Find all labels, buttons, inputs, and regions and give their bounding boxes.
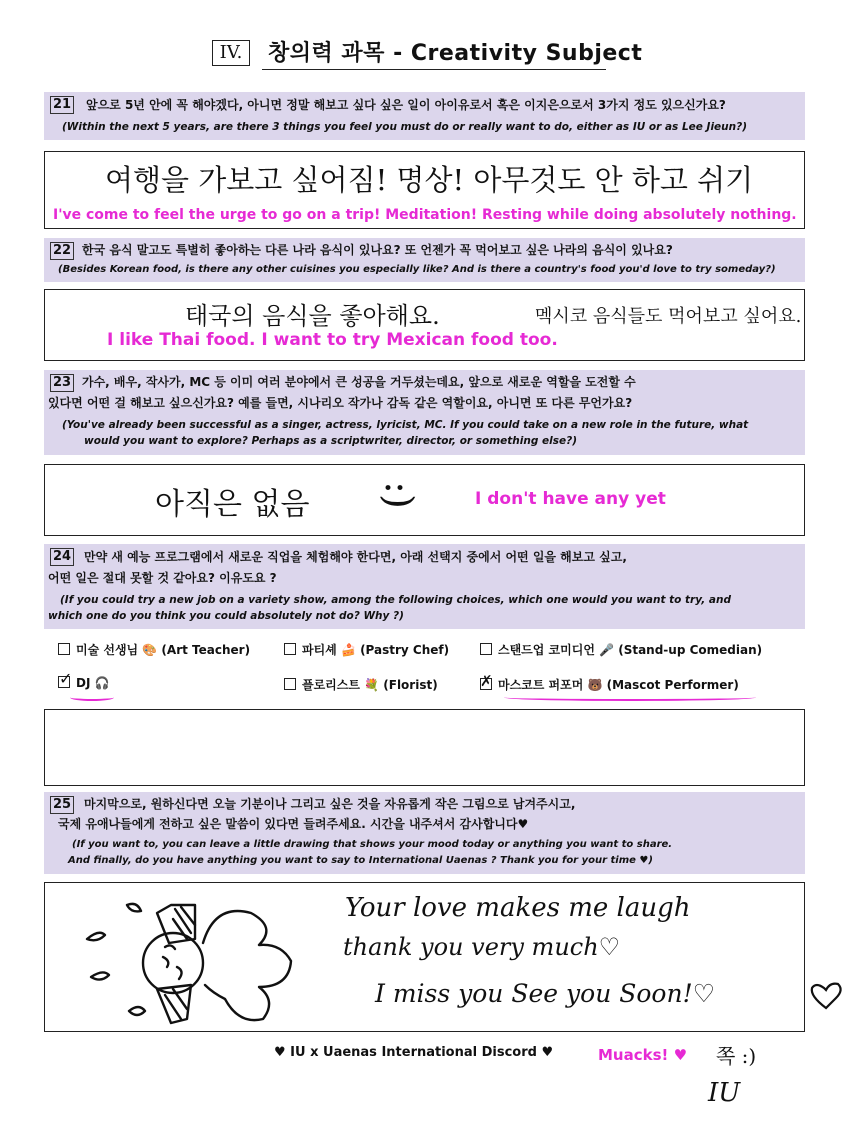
- question-22: [44, 238, 805, 282]
- question-korean-line-2: 있다면 어떤 걸 해보고 싶으신가요? 예를 들면, 시나리오 작가나 감독 같은 역할이요, 아니면 또 다른 무언가요?: [48, 396, 633, 410]
- question-number: 23: [50, 374, 74, 392]
- checkbox[interactable]: [480, 643, 492, 655]
- option-label: 파티셰 🍰 (Pastry Chef): [302, 643, 450, 657]
- answer-translation: I don't have any yet: [475, 489, 666, 509]
- question-korean-line-2: 국제 유애나들에게 전하고 싶은 말씀이 있다면 들려주세요. 시간을 내주셔서 감사합니다♥: [58, 817, 529, 831]
- handwritten-answer-2: 멕시코 음식들도 먹어보고 싶어요.: [535, 306, 802, 327]
- option-dj[interactable]: [58, 669, 110, 690]
- muacks-text: Muacks! ♥: [598, 1046, 688, 1064]
- question-21: [44, 92, 805, 140]
- answer-box-21: [44, 151, 805, 229]
- dj-underline: [70, 694, 114, 701]
- question-english: (Within the next 5 years, are there 3 things you feel you must do or really want to do, either as IU or as Lee Jieun?): [62, 121, 748, 133]
- question-korean: 한국 음식 말고도 특별히 좋아하는 다른 나라 음식이 있나요? 또 언젠가 꼭 먹어보고 싶은 나라의 음식이 있나요?: [82, 243, 673, 257]
- handwritten-answer-1: 태국의 음식을 좋아해요.: [185, 302, 440, 330]
- option-stand-up-comedian[interactable]: [480, 641, 762, 658]
- option-label: 스탠드업 코미디언 🎤 (Stand-up Comedian): [498, 643, 763, 657]
- check-mark-icon: ✓: [59, 669, 73, 688]
- question-23: [44, 370, 805, 455]
- option-label: 미술 선생님 🎨 (Art Teacher): [76, 643, 251, 657]
- cross-mark-icon: ✗: [480, 672, 493, 690]
- question-english: (Besides Korean food, is there any other cuisines you especially like? And is there a country's food you'd love to try someday?): [58, 264, 776, 275]
- heart-icon: [806, 980, 846, 1012]
- smiley-drawing: :): [376, 481, 421, 509]
- message-line-1: Your love makes me laugh: [345, 893, 691, 923]
- checkbox-checked[interactable]: [480, 672, 493, 690]
- footer-credit: ♥ IU x Uaenas International Discord ♥: [274, 1045, 554, 1060]
- mascot-underline: [504, 694, 756, 701]
- answer-translation: I've come to feel the urge to go on a trip! Meditation! Resting while doing absolutely nothing.: [53, 207, 797, 223]
- answer-box-25: [44, 882, 805, 1032]
- question-korean: 앞으로 5년 안에 꼭 해야겠다, 아니면 정말 해보고 싶다 싶은 일이 아이유로서 혹은 이지은으로서 3가지 정도 있으신가요?: [86, 98, 726, 112]
- checkbox[interactable]: [284, 643, 296, 655]
- message-line-3: I miss you See you Soon!♡: [375, 979, 716, 1008]
- question-english-line-2: would you want to explore? Perhaps as a scriptwriter, director, or something else?): [84, 435, 577, 447]
- question-korean-line-1: 마지막으로, 원하신다면 오늘 기분이나 그리고 싶은 것을 자유롭게 작은 그림으로 남겨주시고,: [84, 797, 576, 811]
- option-pastry-chef[interactable]: [284, 641, 449, 658]
- question-korean-line-1: 가수, 배우, 작사가, MC 등 이미 여러 분야에서 큰 성공을 거두셨는데요, 앞으로 새로운 역할을 도전할 수: [82, 375, 636, 389]
- question-english-line-2: which one do you think you could absolutely not do? Why ?): [48, 610, 404, 622]
- checkbox-checked[interactable]: [58, 669, 73, 688]
- checkbox[interactable]: [284, 678, 296, 690]
- page-title: 창의력 과목 - Creativity Subject: [268, 41, 643, 66]
- question-english-line-1: (If you could try a new job on a variety show, among the following choices, which one would you want to try, and: [60, 594, 731, 606]
- option-art-teacher[interactable]: [58, 641, 250, 658]
- answer-box-22: [44, 289, 805, 361]
- question-english-line-1: (You've already been successful as a singer, actress, lyricist, MC. If you could take on a new role in the future, what: [62, 419, 749, 431]
- question-english-line-2: And finally, do you have anything you want to say to International Uaenas ? Thank you for your time ♥): [68, 855, 653, 866]
- handwritten-answer: 여행을 가보고 싶어짐! 명상! 아무것도 안 하고 쉬기: [105, 163, 754, 197]
- signature: IU: [708, 1078, 741, 1108]
- kiss-text: 쪽 :): [716, 1044, 757, 1068]
- option-label: 플로리스트 💐 (Florist): [302, 678, 438, 692]
- question-korean-line-2: 어떤 일은 절대 못할 것 같아요? 이유도요 ?: [48, 571, 277, 585]
- question-korean-line-1: 만약 새 예능 프로그램에서 새로운 직업을 체험해야 한다면, 아래 선택지 중에서 어떤 일을 해보고 싶고,: [84, 550, 627, 564]
- question-number: 24: [50, 548, 74, 566]
- option-label: DJ 🎧: [76, 676, 110, 690]
- question-number: 22: [50, 242, 74, 260]
- flower-drawing: [45, 883, 345, 1031]
- answer-box-24: [44, 709, 805, 786]
- option-mascot-performer[interactable]: [480, 672, 739, 693]
- message-line-2: thank you very much♡: [343, 933, 621, 961]
- question-24: [44, 544, 805, 629]
- answer-box-23: [44, 464, 805, 536]
- answer-translation: I like Thai food. I want to try Mexican food too.: [107, 330, 558, 350]
- question-number: 21: [50, 96, 74, 114]
- question-25: [44, 792, 805, 874]
- option-label: 마스코트 퍼포머 🐻 (Mascot Performer): [498, 678, 739, 692]
- checkbox[interactable]: [58, 643, 70, 655]
- question-number: 25: [50, 796, 74, 814]
- question-english-line-1: (If you want to, you can leave a little drawing that shows your mood today or anything you want to share.: [72, 839, 673, 850]
- option-florist[interactable]: [284, 676, 438, 693]
- handwritten-answer: 아직은 없음: [155, 487, 310, 522]
- section-number: IV.: [212, 40, 250, 66]
- title-underline: [262, 69, 606, 70]
